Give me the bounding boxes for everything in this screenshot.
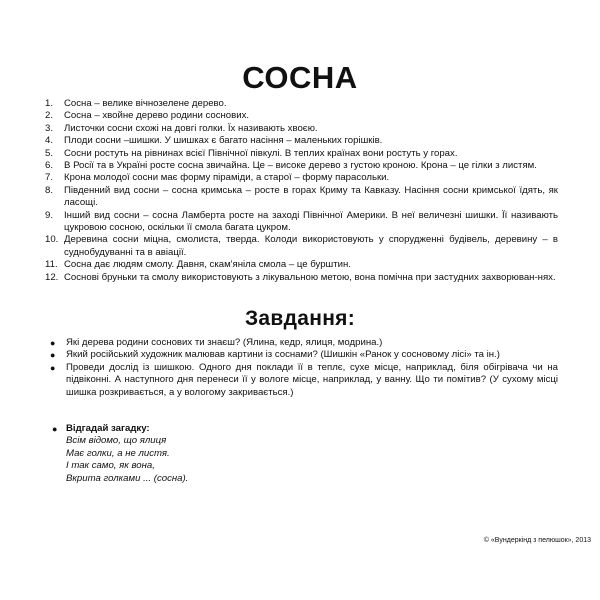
task-item: [48, 349, 558, 361]
tasks-heading: Завдання:: [244, 307, 356, 330]
fact-text: Сосни ростуть на рівнинах всієї Північної півкулі. В теплих країнах вони ростуть у горах.: [64, 147, 458, 159]
task-text: Який російський художник малював картини із соснами? (Шишкін «Ранок у сосновому лісі» та ін.): [66, 349, 500, 361]
tasks-list: [48, 337, 558, 399]
fact-number: 10.: [45, 234, 59, 246]
bullet-icon: ●: [50, 338, 56, 348]
fact-text: Інший вид сосни – сосна Ламберта росте на заході Північної Америки. В неї величезні шишки. Її називають цукровою сосною, оскільки її смола багата цукром.: [64, 209, 558, 234]
riddle-heading-row: [50, 423, 450, 435]
riddle-line: Всім відомо, що ялиця: [66, 435, 167, 447]
fact-item: [45, 234, 558, 259]
task-text: Які дерева родини соснових ти знаєш? (Ялина, кедр, ялиця, модрина.): [66, 337, 383, 348]
bullet-icon: ●: [50, 362, 56, 373]
fact-text: Деревина сосни міцна, смолиста, тверда. Колоди використовують у спорудженні будівель, деревину – в суднобудуванні та в авіації.: [64, 234, 558, 258]
riddle-line: Має голки, а не листя.: [66, 447, 170, 459]
fact-item: [45, 210, 558, 235]
fact-text: Сосна – хвойне дерево родини соснових.: [64, 110, 250, 122]
riddle-line: І так само, як вона,: [66, 460, 155, 472]
page-title: СОСНА: [242, 60, 358, 95]
copyright-notice: © «Вундеркінд з пелюшок», 2013: [483, 537, 591, 544]
task-item: [48, 362, 558, 399]
riddle-lines: [50, 435, 450, 485]
fact-item: [45, 272, 558, 284]
fact-number: 9.: [45, 209, 54, 221]
fact-text: Соснові бруньки та смолу використовують з лікувальною метою, вона помічна при застудних захворюван-нях.: [64, 271, 556, 283]
fact-item: [45, 185, 558, 210]
fact-text: Сосна дає людям смолу. Давня, скам'яніла смола – це бурштин.: [64, 259, 351, 271]
bullet-icon: ●: [50, 350, 56, 361]
fact-number: 1.: [45, 98, 54, 109]
fact-text: Листочки сосни схожі на довгі голки. Їх називають хвоєю.: [64, 122, 318, 134]
fact-item: [45, 110, 558, 122]
fact-item: [45, 148, 558, 160]
task-text: Проведи дослід із шишкою. Одного дня поклади її в теплє, сухе місце, наприклад, біля обігрівача чи на підвіконні. А наступного дня перенеси її у вологе місце, наприклад, у ванну. Що ти помітив? (У сухому місці шишка розкривається, а у вологому закривається.): [66, 361, 558, 398]
fact-item: [45, 135, 558, 147]
fact-number: 6.: [45, 160, 54, 172]
fact-item: [45, 98, 558, 110]
fact-text: Сосна – велике вічнозелене дерево.: [64, 98, 227, 109]
riddle-heading: Відгадай загадку:: [66, 423, 150, 434]
facts-list: [45, 98, 558, 284]
fact-number: 3.: [45, 122, 54, 134]
fact-number: 11.: [45, 259, 58, 271]
fact-number: 8.: [45, 184, 54, 196]
riddle-block: [50, 423, 450, 485]
task-item: [48, 337, 558, 349]
fact-item: [45, 160, 558, 172]
fact-number: 7.: [45, 172, 54, 184]
fact-text: Плоди сосни –шишки. У шишках є багато насіння – маленьких горішків.: [64, 135, 383, 147]
fact-item: [45, 259, 558, 271]
fact-number: 12.: [45, 271, 59, 283]
fact-number: 5.: [45, 147, 54, 159]
fact-text: В Росії та в Україні росте сосна звичайна. Це – високе дерево з густою кроною. Крона – це гілки з листям.: [64, 160, 537, 172]
fact-text: Крона молодої сосни має форму піраміди, а старої – форму парасольки.: [64, 172, 390, 184]
fact-number: 2.: [45, 110, 54, 122]
riddle-line: Вкрита голками ... (сосна).: [66, 472, 189, 484]
fact-number: 4.: [45, 135, 54, 147]
fact-item: [45, 172, 558, 184]
fact-text: Південний вид сосни – сосна кримська – росте в горах Криму та Кавказу. Насіння сосни кримської їдять, як ласощі.: [64, 184, 558, 209]
fact-item: [45, 123, 558, 135]
bullet-icon: ●: [52, 424, 58, 434]
